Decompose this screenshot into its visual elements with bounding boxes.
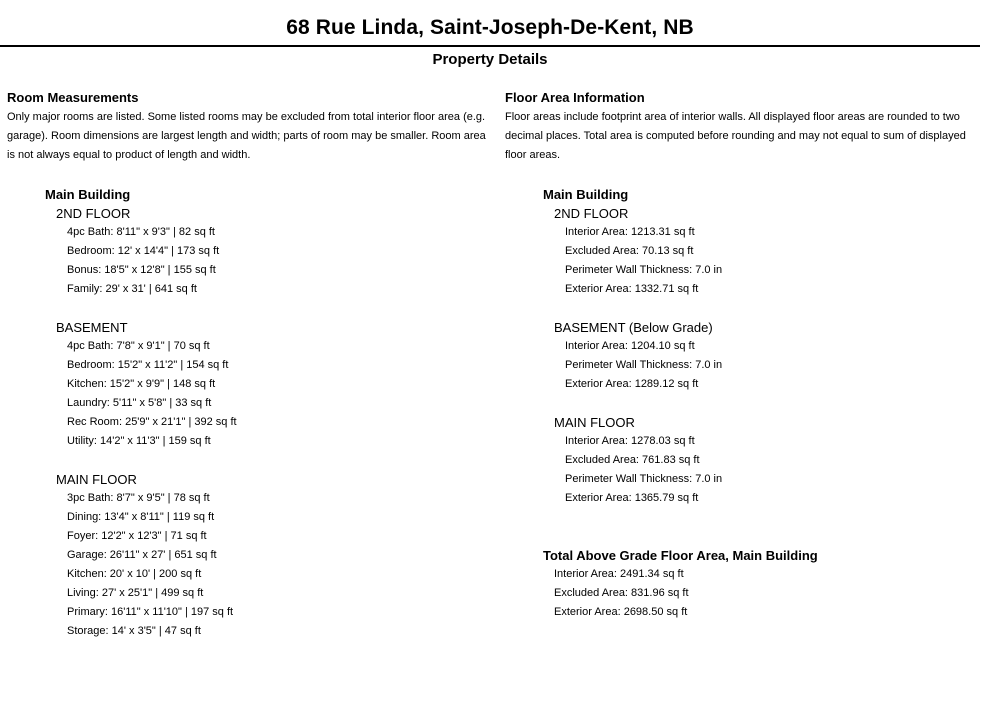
page-subtitle: Property Details (432, 51, 548, 68)
room-item: 3pc Bath: 8'7" x 9'5" | 78 sq ft (67, 492, 210, 504)
area-line: Interior Area: 1204.10 sq ft (565, 340, 695, 352)
area-line: Excluded Area: 70.13 sq ft (565, 245, 694, 257)
floor-title: 2ND FLOOR (554, 206, 629, 221)
room-item: Foyer: 12'2" x 12'3" | 71 sq ft (67, 530, 207, 542)
floor-area-heading: Floor Area Information (505, 90, 645, 105)
room-item: Rec Room: 25'9" x 21'1" | 392 sq ft (67, 416, 237, 428)
area-line: Perimeter Wall Thickness: 7.0 in (565, 473, 723, 485)
floor-title: 2ND FLOOR (56, 206, 131, 221)
total-area-line: Interior Area: 2491.34 sq ft (554, 568, 684, 580)
room-item: Laundry: 5'11" x 5'8" | 33 sq ft (67, 397, 212, 409)
room-measurements-description: Only major rooms are listed. Some listed rooms may be excluded from total interior floor area (e.g. garage). Room dimensions are largest length and width; parts of room may be smaller. Room area is not always equal to product of length and width. (7, 111, 486, 161)
room-item: Utility: 14'2" x 11'3" | 159 sq ft (67, 435, 211, 447)
floor-area-section (505, 89, 985, 622)
room-measurements-section (7, 89, 487, 641)
area-line: Exterior Area: 1365.79 sq ft (565, 492, 699, 504)
floor-2nd (56, 204, 487, 299)
area-floor-main (554, 413, 985, 508)
area-line: Interior Area: 1278.03 sq ft (565, 435, 695, 447)
room-item: Primary: 16'11" x 11'10" | 197 sq ft (67, 606, 234, 618)
room-measurements-heading: Room Measurements (7, 90, 139, 105)
area-floor-2nd (554, 204, 985, 299)
room-item: 4pc Bath: 7'8" x 9'1" | 70 sq ft (67, 340, 210, 352)
floor-basement (56, 318, 487, 451)
room-item: Garage: 26'11" x 27' | 651 sq ft (67, 549, 217, 561)
area-line: Excluded Area: 761.83 sq ft (565, 454, 700, 466)
title-divider (0, 45, 980, 47)
room-item: Kitchen: 20' x 10' | 200 sq ft (67, 568, 202, 580)
floor-title: MAIN FLOOR (554, 415, 635, 430)
room-item: Bedroom: 15'2" x 11'2" | 154 sq ft (67, 359, 229, 371)
total-area-line: Excluded Area: 831.96 sq ft (554, 587, 689, 599)
building-name: Main Building (45, 187, 131, 202)
area-line: Exterior Area: 1289.12 sq ft (565, 378, 699, 390)
room-item: Bonus: 18'5" x 12'8" | 155 sq ft (67, 264, 216, 276)
floor-title: MAIN FLOOR (56, 472, 137, 487)
room-item: Kitchen: 15'2" x 9'9" | 148 sq ft (67, 378, 216, 390)
floor-area-description: Floor areas include footprint area of interior walls. All displayed floor areas are rounded to two decimal places. Total area is computed before rounding and may not equal to sum of displayed floor areas. (505, 111, 966, 161)
room-item: Living: 27' x 25'1" | 499 sq ft (67, 587, 204, 599)
area-line: Interior Area: 1213.31 sq ft (565, 226, 695, 238)
room-item: Dining: 13'4" x 8'11" | 119 sq ft (67, 511, 215, 523)
room-item: Family: 29' x 31' | 641 sq ft (67, 283, 197, 295)
room-item: Storage: 14' x 3'5" | 47 sq ft (67, 625, 201, 637)
room-item: Bedroom: 12' x 14'4" | 173 sq ft (67, 245, 220, 257)
total-area-line: Exterior Area: 2698.50 sq ft (554, 606, 688, 618)
building-name: Main Building (543, 187, 629, 202)
total-area-heading: Total Above Grade Floor Area, Main Building (543, 548, 818, 563)
area-line: Perimeter Wall Thickness: 7.0 in (565, 264, 723, 276)
floor-title: BASEMENT (56, 320, 128, 335)
page-title: 68 Rue Linda, Saint-Joseph-De-Kent, NB (286, 16, 694, 39)
area-floor-basement (554, 318, 985, 394)
room-item: 4pc Bath: 8'11" x 9'3" | 82 sq ft (67, 226, 215, 238)
floor-title: BASEMENT (Below Grade) (554, 320, 713, 335)
floor-main (56, 470, 487, 641)
area-line: Exterior Area: 1332.71 sq ft (565, 283, 699, 295)
area-line: Perimeter Wall Thickness: 7.0 in (565, 359, 723, 371)
